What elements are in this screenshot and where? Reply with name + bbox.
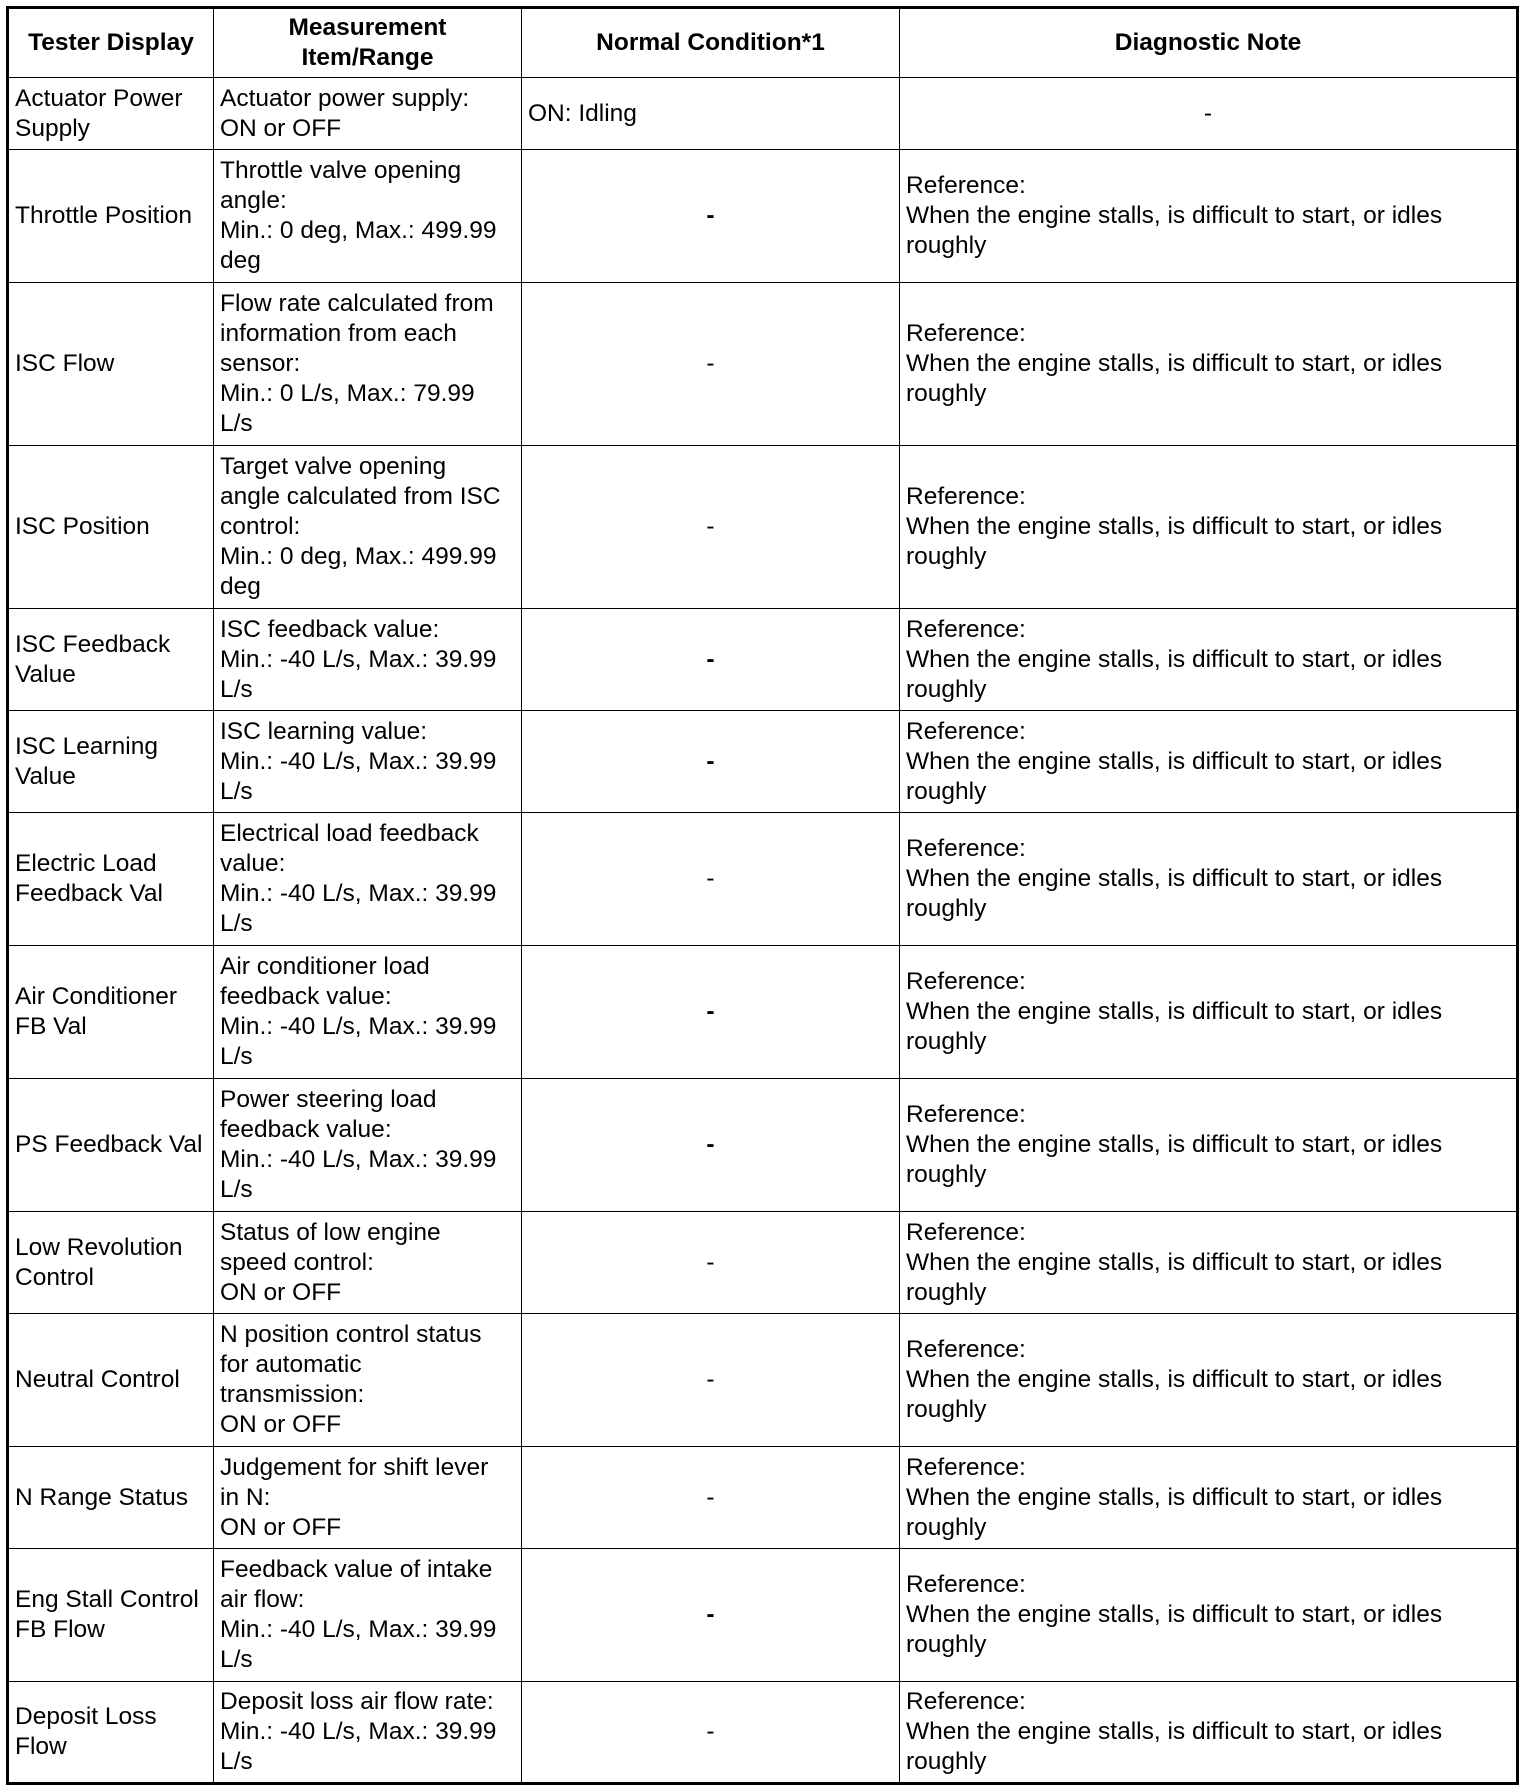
cell-measurement: Air conditioner load feedback value: Min.: -40 L/s, Max.: 39.99 L/s [214,946,522,1079]
cell-normal-condition: - [522,150,900,283]
table-row [8,1447,1518,1549]
cell-measurement: ISC learning value: Min.: -40 L/s, Max.: 39.99 L/s [214,711,522,813]
cell-tester-display: ISC Feedback Value [8,609,214,711]
cell-tester-display: N Range Status [8,1447,214,1549]
diagnostic-data-table [6,6,1519,1785]
cell-diagnostic-note: Reference: When the engine stalls, is difficult to start, or idles roughly [900,1447,1518,1549]
cell-diagnostic-note: Reference: When the engine stalls, is difficult to start, or idles roughly [900,1212,1518,1314]
cell-diagnostic-note: Reference: When the engine stalls, is difficult to start, or idles roughly [900,1549,1518,1682]
cell-normal-condition: - [522,1549,900,1682]
cell-normal-condition: - [522,1079,900,1212]
table-row [8,609,1518,711]
cell-diagnostic-note: Reference: When the engine stalls, is difficult to start, or idles roughly [900,1682,1518,1784]
cell-measurement: ISC feedback value: Min.: -40 L/s, Max.: 39.99 L/s [214,609,522,711]
cell-normal-condition: - [522,711,900,813]
cell-tester-display: ISC Flow [8,283,214,446]
table-row [8,1549,1518,1682]
cell-tester-display: Electric Load Feedback Val [8,813,214,946]
cell-measurement: Actuator power supply: ON or OFF [214,78,522,150]
cell-normal-condition: ON: Idling [522,78,900,150]
cell-diagnostic-note: Reference: When the engine stalls, is difficult to start, or idles roughly [900,813,1518,946]
cell-normal-condition: - [522,1212,900,1314]
cell-tester-display: Deposit Loss Flow [8,1682,214,1784]
cell-tester-display: Eng Stall Control FB Flow [8,1549,214,1682]
cell-measurement: Power steering load feedback value: Min.: -40 L/s, Max.: 39.99 L/s [214,1079,522,1212]
table-row [8,78,1518,150]
header-normal-condition: Normal Condition*1 [522,8,900,78]
cell-tester-display: Neutral Control [8,1314,214,1447]
cell-measurement: Status of low engine speed control: ON or OFF [214,1212,522,1314]
table-header-row [8,8,1518,78]
cell-measurement: Deposit loss air flow rate: Min.: -40 L/s, Max.: 39.99 L/s [214,1682,522,1784]
table-row [8,711,1518,813]
cell-diagnostic-note: Reference: When the engine stalls, is difficult to start, or idles roughly [900,1314,1518,1447]
cell-tester-display: ISC Learning Value [8,711,214,813]
table-row [8,1682,1518,1784]
cell-tester-display: PS Feedback Val [8,1079,214,1212]
header-tester-display: Tester Display [8,8,214,78]
cell-measurement: Electrical load feedback value: Min.: -40 L/s, Max.: 39.99 L/s [214,813,522,946]
table-row [8,1314,1518,1447]
cell-normal-condition: - [522,1682,900,1784]
cell-normal-condition: - [522,946,900,1079]
header-diagnostic-note: Diagnostic Note [900,8,1518,78]
cell-diagnostic-note: Reference: When the engine stalls, is difficult to start, or idles roughly [900,946,1518,1079]
cell-measurement: Feedback value of intake air flow: Min.: -40 L/s, Max.: 39.99 L/s [214,1549,522,1682]
table-row [8,150,1518,283]
cell-diagnostic-note: Reference: When the engine stalls, is difficult to start, or idles roughly [900,711,1518,813]
cell-normal-condition: - [522,283,900,446]
cell-diagnostic-note: Reference: When the engine stalls, is difficult to start, or idles roughly [900,1079,1518,1212]
cell-measurement: Judgement for shift lever in N: ON or OFF [214,1447,522,1549]
cell-measurement: Throttle valve opening angle: Min.: 0 deg, Max.: 499.99 deg [214,150,522,283]
cell-tester-display: Throttle Position [8,150,214,283]
cell-measurement: N position control status for automatic transmission: ON or OFF [214,1314,522,1447]
table-row [8,813,1518,946]
table-row [8,1079,1518,1212]
table-row [8,446,1518,609]
cell-tester-display: Air Conditioner FB Val [8,946,214,1079]
table-row [8,1212,1518,1314]
cell-normal-condition: - [522,813,900,946]
cell-diagnostic-note: Reference: When the engine stalls, is difficult to start, or idles roughly [900,283,1518,446]
cell-diagnostic-note: - [900,78,1518,150]
cell-tester-display: ISC Position [8,446,214,609]
cell-tester-display: Low Revolution Control [8,1212,214,1314]
cell-normal-condition: - [522,1314,900,1447]
cell-normal-condition: - [522,1447,900,1549]
table-row [8,283,1518,446]
cell-tester-display: Actuator Power Supply [8,78,214,150]
cell-diagnostic-note: Reference: When the engine stalls, is difficult to start, or idles roughly [900,609,1518,711]
cell-normal-condition: - [522,609,900,711]
cell-normal-condition: - [522,446,900,609]
cell-diagnostic-note: Reference: When the engine stalls, is difficult to start, or idles roughly [900,446,1518,609]
cell-measurement: Target valve opening angle calculated from ISC control: Min.: 0 deg, Max.: 499.99 deg [214,446,522,609]
cell-diagnostic-note: Reference: When the engine stalls, is difficult to start, or idles roughly [900,150,1518,283]
table-row [8,946,1518,1079]
cell-measurement: Flow rate calculated from information from each sensor: Min.: 0 L/s, Max.: 79.99 L/s [214,283,522,446]
header-measurement-item-range: Measurement Item/Range [214,8,522,78]
